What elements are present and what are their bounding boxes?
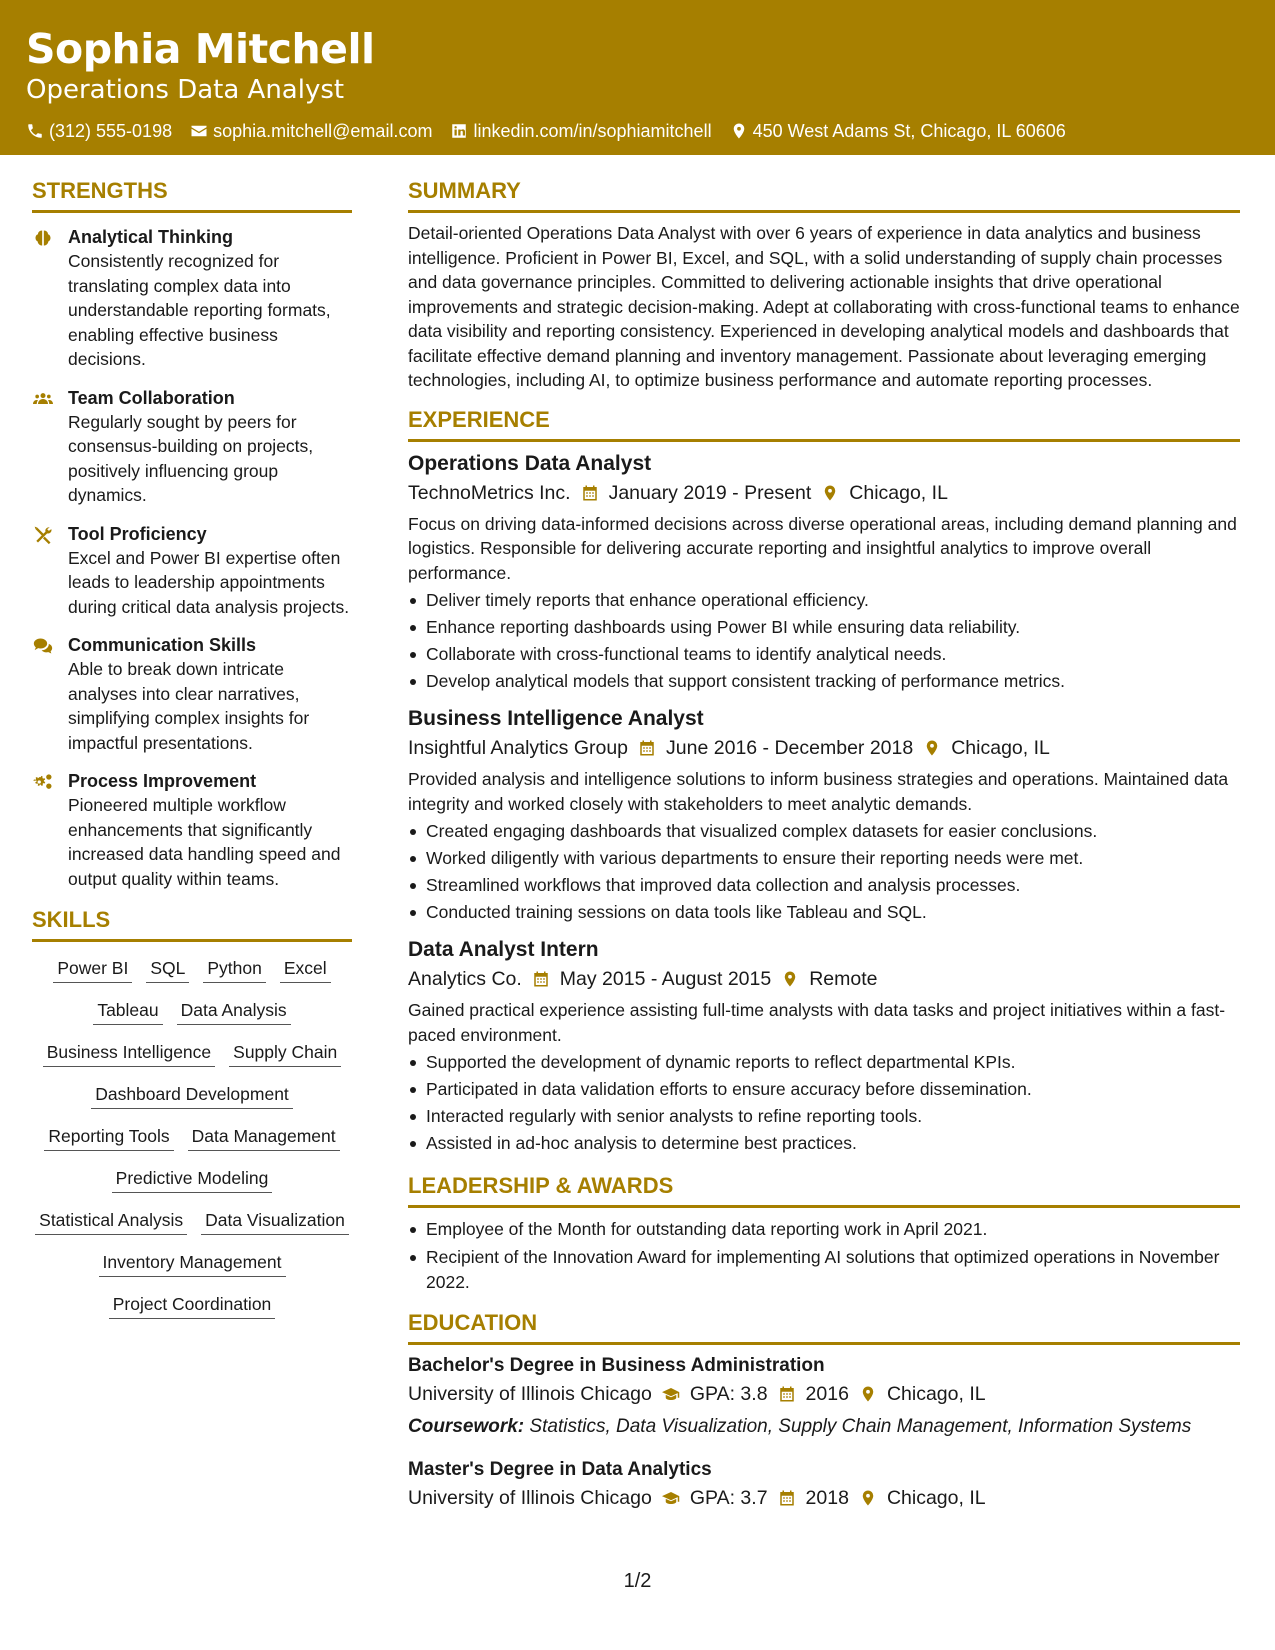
education-entry (408, 1457, 1240, 1513)
contact-phone[interactable] (26, 120, 172, 142)
education-meta (408, 1483, 1240, 1513)
school-location: Chicago, IL (886, 1487, 986, 1509)
skill-tag: Dashboard Development (91, 1082, 293, 1109)
map-marker-icon (821, 484, 839, 502)
job-title: Data Analyst Intern (408, 938, 599, 961)
skill-tag: Data Visualization (201, 1208, 349, 1235)
job-dates: June 2016 - December 2018 (666, 737, 914, 759)
skill-tag: Supply Chain (229, 1040, 341, 1067)
bullet-item: Collaborate with cross-functional teams to identify analytical needs. (408, 641, 1240, 668)
contact-linkedin[interactable] (450, 120, 711, 142)
job-location: Chicago, IL (849, 481, 948, 504)
calendar-icon (778, 1489, 796, 1507)
school-location: Chicago, IL (886, 1383, 986, 1405)
school-name: University of Illinois Chicago (408, 1383, 652, 1405)
bullet-item: Enhance reporting dashboards using Power BI while ensuring data reliability. (408, 614, 1240, 641)
strength-title: Process Improvement (68, 771, 257, 791)
award-item: Recipient of the Innovation Award for implementing AI solutions that optimized operations in November 2022. (408, 1245, 1240, 1294)
awards-heading: LEADERSHIP & AWARDS (408, 1171, 1240, 1208)
contact-address (730, 120, 1066, 142)
skill-tag: Tableau (93, 998, 162, 1025)
skill-tag: Data Management (188, 1124, 340, 1151)
skill-tag: Excel (280, 956, 331, 983)
comments-icon (32, 636, 54, 656)
company-name: TechnoMetrics Inc. (408, 481, 571, 504)
bullet-item: Interacted regularly with senior analysts to refine reporting tools. (408, 1103, 1240, 1130)
degree-title: Bachelor's Degree in Business Administration (408, 1355, 825, 1376)
company-name: Insightful Analytics Group (408, 737, 629, 759)
right-column (408, 176, 1240, 1529)
bullet-item: Deliver timely reports that enhance operational efficiency. (408, 587, 1240, 614)
strength-item (32, 522, 352, 620)
envelope-icon (190, 122, 208, 140)
bullet-item: Worked diligently with various departments to ensure their reporting needs were met. (408, 845, 1240, 872)
contact-bar (26, 120, 1249, 142)
skill-tag: Inventory Management (99, 1250, 286, 1277)
strength-desc: Able to break down intricate analyses into clear narratives, simplifying complex insights for impactful presentations. (68, 659, 310, 753)
cogs-icon (32, 772, 54, 792)
job-bullets (408, 1049, 1240, 1157)
bullet-item: Assisted in ad-hoc analysis to determine best practices. (408, 1130, 1240, 1157)
job-entry (408, 936, 1240, 1157)
coursework (408, 1413, 1240, 1441)
bullet-item: Streamlined workflows that improved data collection and analysis processes. (408, 872, 1240, 899)
job-title: Business Intelligence Analyst (408, 707, 704, 730)
phone-text: (312) 555-0198 (49, 121, 173, 141)
left-column (32, 176, 352, 1319)
map-marker-icon (859, 1385, 877, 1403)
calendar-icon (532, 970, 550, 988)
job-meta (408, 964, 1240, 994)
job-bullets (408, 818, 1240, 926)
skill-tag: Power BI (53, 956, 132, 983)
job-entry (408, 450, 1240, 696)
map-marker-icon (730, 122, 748, 140)
skill-tag: SQL (146, 956, 189, 983)
graduation-year: 2018 (805, 1487, 849, 1509)
graduation-cap-icon (662, 1385, 680, 1403)
calendar-icon (638, 739, 656, 757)
summary-heading: SUMMARY (408, 176, 1240, 213)
summary-text: Detail-oriented Operations Data Analyst with over 6 years of experience in data analytics and business intelligence. Proficient in Power BI, Excel, and SQL, with a solid understanding of supply chain processes and data governance principles. Committed to delivering actionable insights that drive operational improvements and strategic decision-making. Adept at collaborating with cross-functional teams to enhance data visibility and reporting consistency. Experienced in developing analytical models and dashboards that facilitate effective demand planning and inventory management. Passionate about leveraging emerging technologies, including AI, to optimize business performance and automate reporting processes. (408, 223, 1240, 390)
company-name: Analytics Co. (408, 968, 522, 990)
users-icon (32, 389, 54, 409)
job-title: Operations Data Analyst (408, 451, 652, 475)
bullet-item: Conducted training sessions on data tools like Tableau and SQL. (408, 899, 1240, 926)
award-item: Employee of the Month for outstanding data reporting work in April 2021. (408, 1216, 1240, 1243)
map-marker-icon (781, 970, 799, 988)
strength-desc: Regularly sought by peers for consensus-building on projects, positively influencing group dynamics. (68, 411, 314, 505)
graduation-cap-icon (662, 1489, 680, 1507)
strength-item (32, 386, 352, 508)
strength-item (32, 633, 352, 755)
bullet-item: Participated in data validation efforts to ensure accuracy before dissemination. (408, 1076, 1240, 1103)
degree-title: Master's Degree in Data Analytics (408, 1459, 712, 1480)
calendar-icon (778, 1385, 796, 1403)
linkedin-text: linkedin.com/in/sophiamitchell (473, 121, 712, 141)
strength-desc: Excel and Power BI expertise often leads to leadership appointments during critical data analysis projects. (68, 547, 350, 617)
skill-tag: Reporting Tools (44, 1124, 173, 1151)
address-text: 450 West Adams St, Chicago, IL 60606 (752, 121, 1066, 141)
skill-tag: Statistical Analysis (35, 1208, 187, 1235)
job-dates: January 2019 - Present (608, 481, 812, 504)
school-name: University of Illinois Chicago (408, 1487, 652, 1509)
strength-item (32, 769, 352, 891)
tools-icon (32, 525, 54, 545)
map-marker-icon (859, 1489, 877, 1507)
strengths-heading: STRENGTHS (32, 176, 352, 213)
strength-title: Communication Skills (68, 635, 257, 655)
job-bullets (408, 587, 1240, 695)
strength-title: Tool Proficiency (68, 523, 207, 544)
strength-item (32, 225, 352, 372)
job-location: Remote (809, 968, 878, 990)
job-meta (408, 733, 1240, 763)
page-number: 1/2 (623, 1570, 652, 1592)
candidate-name: Sophia Mitchell (26, 25, 375, 73)
skill-tag: Data Analysis (177, 998, 291, 1025)
job-description: Provided analysis and intelligence solutions to inform business strategies and operations. Maintained data integrity and worked closely with stakeholders to meet analytic demands. (408, 769, 1229, 814)
map-marker-icon (923, 739, 941, 757)
strength-title: Team Collaboration (68, 387, 235, 408)
education-meta (408, 1379, 1240, 1409)
skill-tag: Business Intelligence (43, 1040, 215, 1067)
candidate-title: Operations Data Analyst (26, 75, 345, 105)
contact-email[interactable] (190, 120, 432, 142)
skills-list (32, 950, 352, 1319)
job-description: Focus on driving data-informed decisions across diverse operational areas, including demand planning and logistics. Responsible for delivering accurate reporting and insightful analytics to improve overall performance. (408, 513, 1237, 583)
strength-desc: Pioneered multiple workflow enhancements that significantly increased data handling speed and output quality within teams. (68, 795, 341, 889)
awards-list (408, 1216, 1240, 1294)
job-dates: May 2015 - August 2015 (559, 968, 772, 990)
experience-heading: EXPERIENCE (408, 405, 1240, 442)
skill-tag: Project Coordination (109, 1292, 276, 1319)
education-heading: EDUCATION (408, 1308, 1240, 1345)
job-location: Chicago, IL (951, 737, 1050, 759)
strengths-list (32, 221, 352, 891)
job-meta (408, 478, 1240, 508)
brain-icon (32, 228, 54, 248)
skill-tag: Predictive Modeling (112, 1166, 273, 1193)
bullet-item: Develop analytical models that support consistent tracking of performance metrics. (408, 668, 1240, 695)
coursework-label: Coursework: (408, 1416, 525, 1437)
gpa: GPA: 3.7 (689, 1487, 768, 1509)
phone-icon (26, 122, 44, 140)
education-entry (408, 1353, 1240, 1441)
resume-header (0, 0, 1275, 155)
job-entry (408, 705, 1240, 926)
strength-desc: Consistently recognized for translating complex data into understandable reporting formats, enabling effective business decisions. (68, 251, 331, 369)
bullet-item: Supported the development of dynamic reports to reflect departmental KPIs. (408, 1049, 1240, 1076)
job-description: Gained practical experience assisting full-time analysts with data tasks and project initiatives within a fast-paced environment. (408, 1000, 1226, 1045)
graduation-year: 2016 (805, 1383, 849, 1405)
skill-tag: Python (203, 956, 265, 983)
coursework-text: Statistics, Data Visualization, Supply Chain Management, Information Systems (529, 1416, 1192, 1437)
calendar-icon (581, 484, 599, 502)
skills-heading: SKILLS (32, 905, 352, 942)
email-text: sophia.mitchell@email.com (213, 121, 433, 141)
strength-title: Analytical Thinking (68, 227, 234, 247)
linkedin-icon (450, 122, 468, 140)
gpa: GPA: 3.8 (689, 1383, 768, 1405)
bullet-item: Created engaging dashboards that visualized complex datasets for easier conclusions. (408, 818, 1240, 845)
